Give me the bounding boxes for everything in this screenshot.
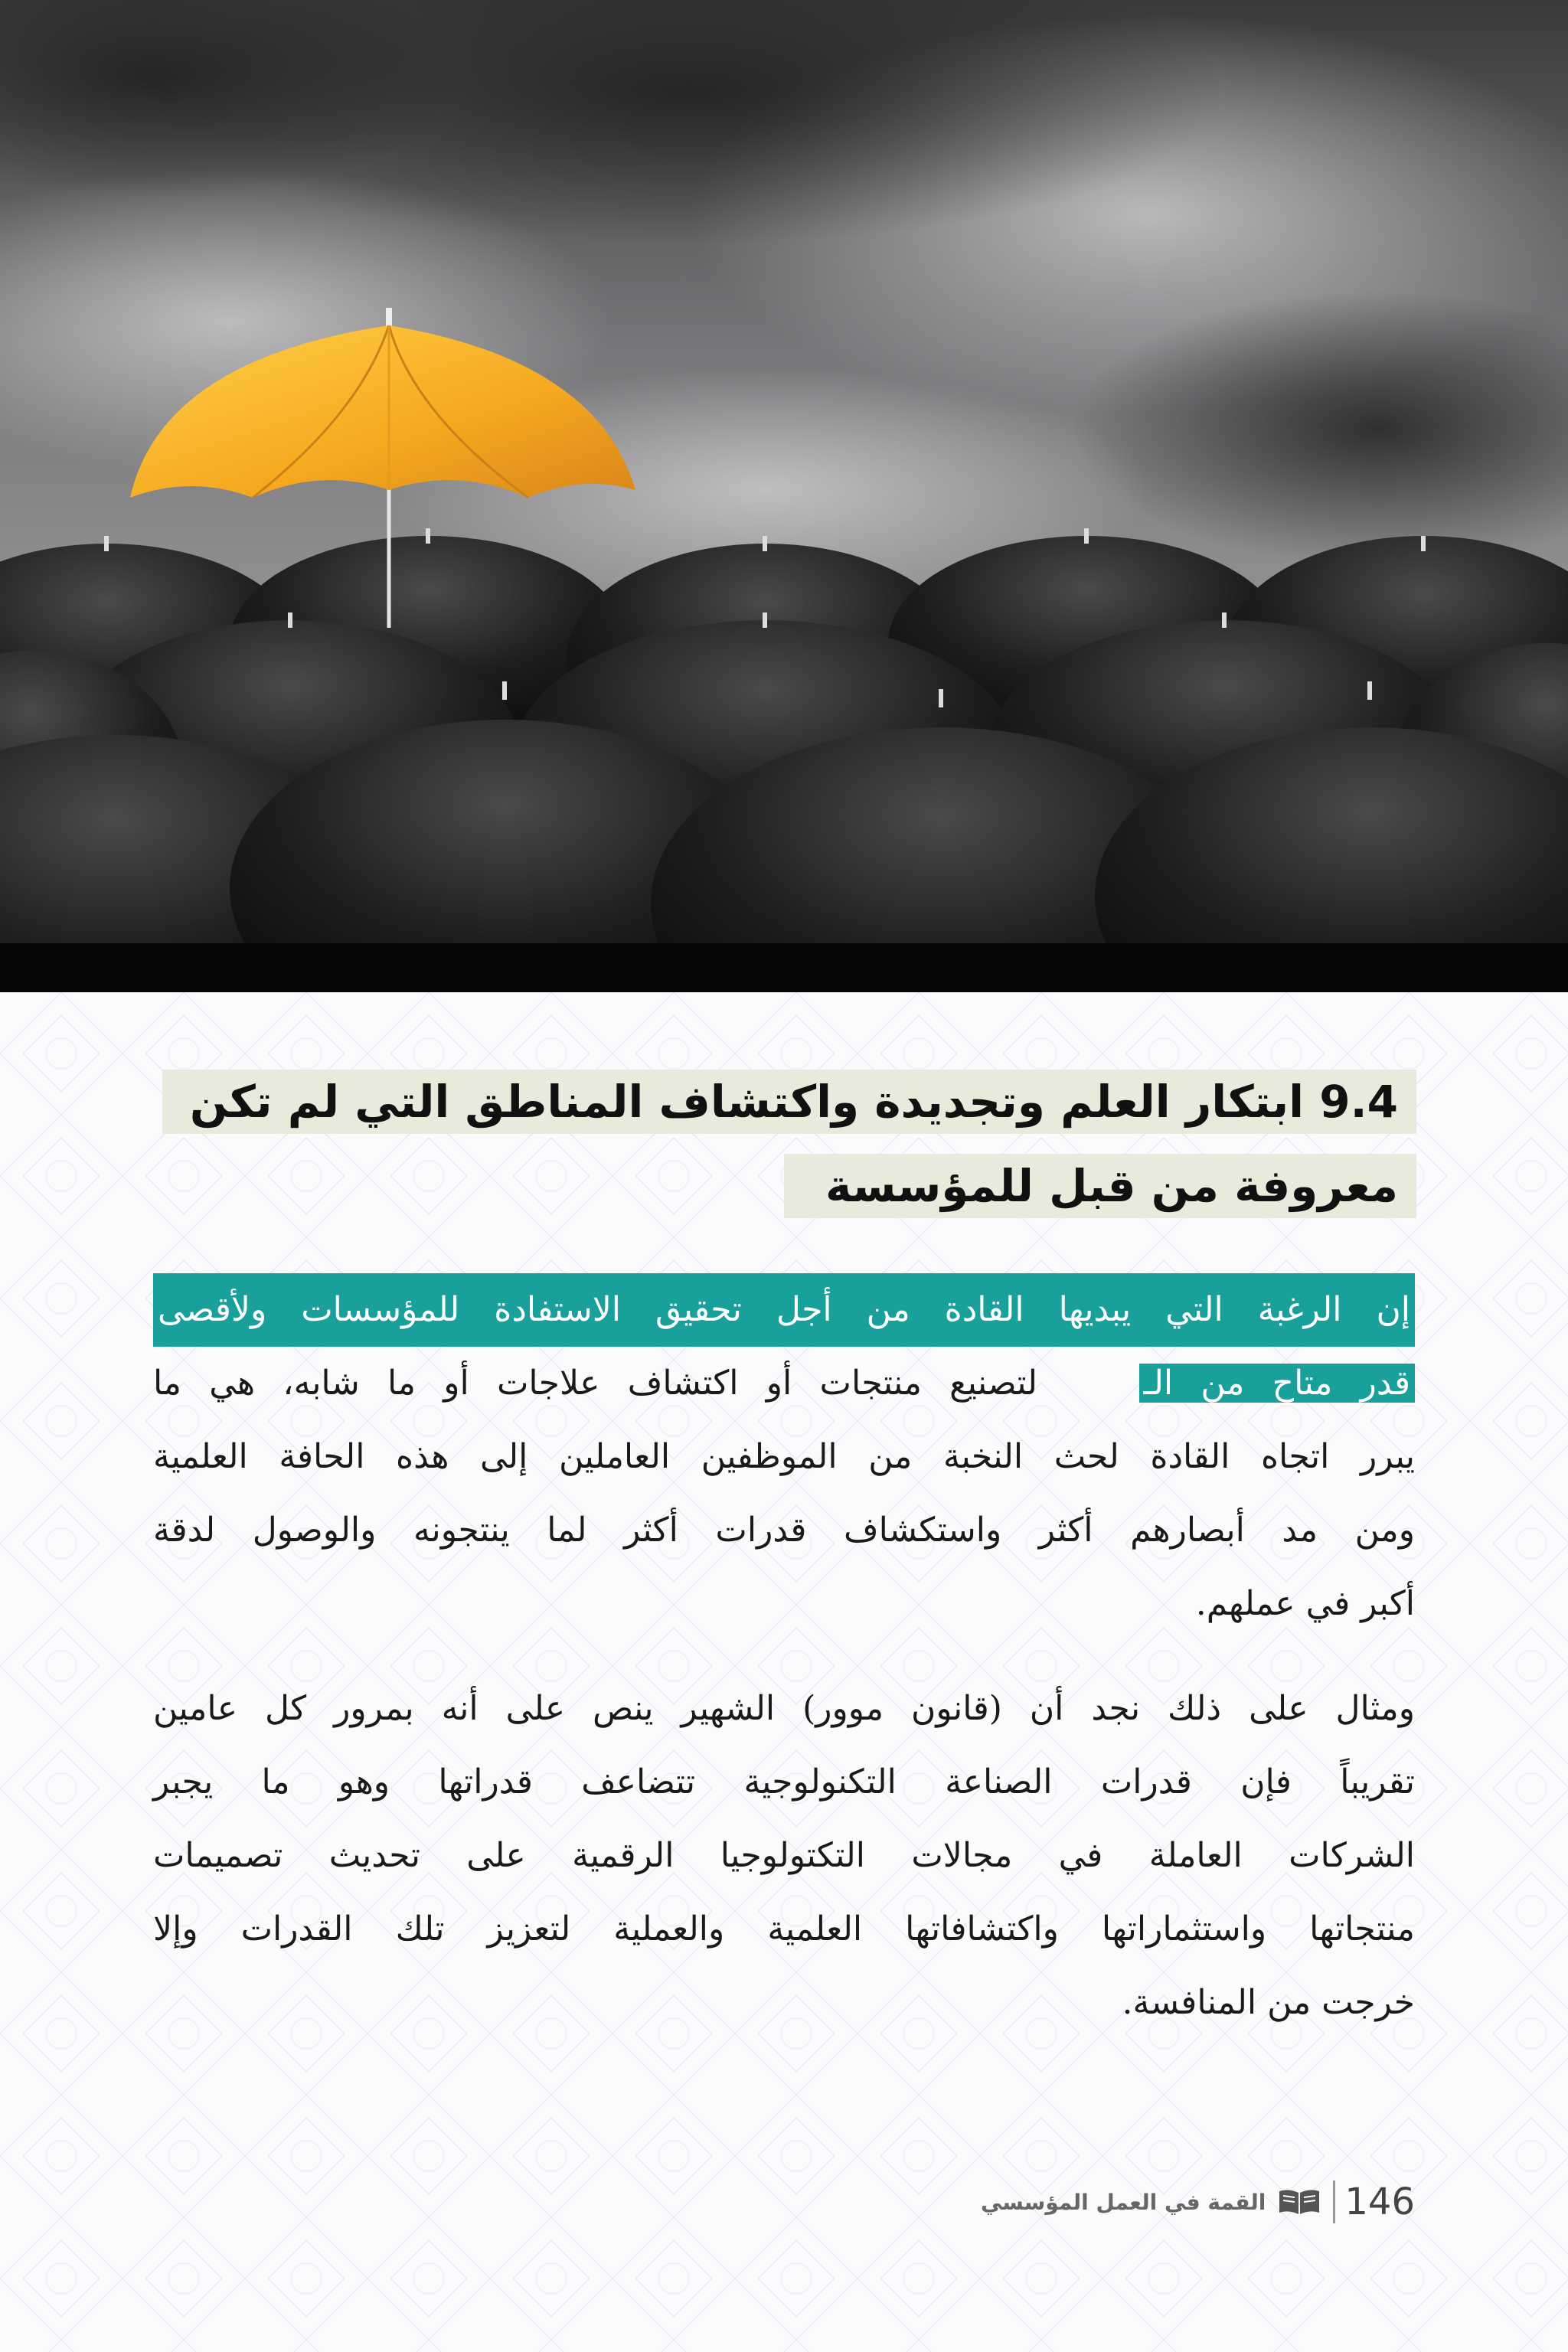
hero-image (0, 0, 1568, 992)
paragraph-2-line-4: منتجاتها واستثماراتها واكتشافاتها العلمية والعملية لتعزيز تلك القدرات وإلا (153, 1909, 1415, 1949)
paragraph-2-line-2: تقريباً فإن قدرات الصناعة التكنولوجية تتضاعف قدراتها وهو ما يجبر (153, 1762, 1415, 1802)
paragraph-1 (153, 1273, 1415, 1641)
page-number: 146 (1333, 2180, 1415, 2223)
page-footer (981, 2180, 1415, 2223)
paragraph-1-line-2 (153, 1347, 1415, 1420)
paragraph-1-line-5: أكبر في عملهم. (1195, 1584, 1415, 1623)
book-icon (1276, 2187, 1322, 2217)
paragraph-1-line-4: ومن مد أبصارهم أكثر واستكشاف قدرات أكثر لما ينتجونه والوصول لدقة (153, 1511, 1415, 1550)
section-heading-line-2: معروفة من قبل للمؤسسة (784, 1154, 1416, 1218)
highlighted-text: قدر متاح من الـ (1139, 1364, 1415, 1403)
paragraph-2 (153, 1672, 1415, 2040)
section-heading-line-1: 9.4 ابتكار العلم وتجديدة واكتشاف المناطق التي لم تكن (162, 1070, 1416, 1134)
paragraph-1-line-2-rest: لتصنيع منتجات أو اكتشاف علاجات أو ما شابه، هي ما (153, 1364, 1037, 1403)
paragraph-1-line-1: إن الرغبة التي يبديها القادة من أجل تحقيق الاستفادة للمؤسسات ولأقصى (153, 1273, 1415, 1347)
paragraph-1-line-3: يبرر اتجاه القادة لحث النخبة من الموظفين العاملين إلى هذه الحافة العلمية (153, 1437, 1415, 1476)
umbrellas-illustration (0, 0, 1568, 992)
book-title: القمة في العمل المؤسسي (980, 2189, 1266, 2215)
paragraph-2-line-1: ومثال على ذلك نجد أن (قانون موور) الشهير ينص على أنه بمرور كل عامين (153, 1689, 1415, 1728)
paragraph-2-line-5: خرجت من المنافسة. (1122, 1983, 1415, 2022)
paragraph-2-line-3: الشركات العاملة في مجالات التكتولوجيا الرقمية على تحديث تصميمات (153, 1836, 1415, 1875)
